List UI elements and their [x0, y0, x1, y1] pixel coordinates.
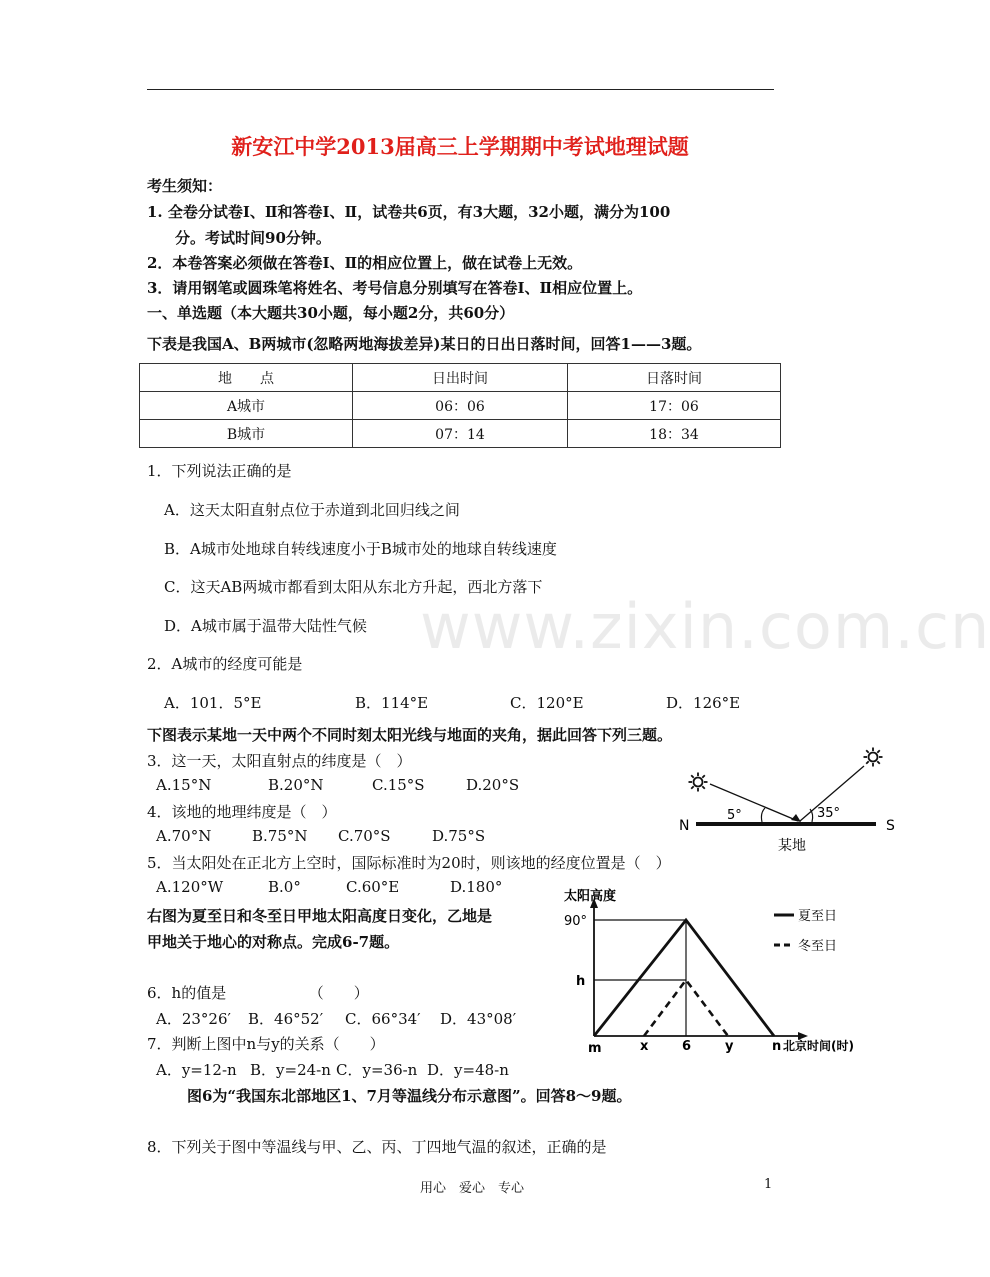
table-cell: 18：34	[568, 420, 781, 448]
notice-3: 3．请用钢笔或圆珠笔将姓名、考号信息分别填写在答卷Ⅰ、Ⅱ相应位置上。	[147, 279, 643, 297]
legend-summer-label: 夏至日	[798, 909, 838, 924]
table-cell: 07：14	[353, 420, 568, 448]
q3-option-b: B.20°N	[268, 776, 324, 794]
intro-q3-5: 下图表示某地一天中两个不同时刻太阳光线与地面的夹角，据此回答下列三题。	[147, 726, 673, 744]
q7-option-d: D．y=48-n	[427, 1061, 509, 1079]
table-row	[140, 392, 781, 420]
exam-title: 新安江中学2013届高三上学期期中考试地理试题	[231, 134, 689, 159]
x-label-6: 6	[682, 1039, 692, 1054]
q3-option-c: C.15°S	[372, 776, 425, 794]
y-axis-label: 太阳高度	[564, 889, 617, 904]
q3-option-a: A.15°N	[156, 776, 212, 794]
table-header: 日出时间	[353, 364, 568, 392]
left-angle-label: 5°	[727, 808, 742, 823]
q4-option-a: A.70°N	[156, 827, 212, 845]
solar-altitude-chart	[556, 884, 886, 1060]
intro-q8-9: 图6为“我国东北部地区1、7月等温线分布示意图”。回答8～9题。	[187, 1087, 632, 1105]
x-label-x: x	[640, 1039, 649, 1054]
q7-option-a: A．y=12-n	[156, 1061, 237, 1079]
q3-option-d: D.20°S	[466, 776, 520, 794]
q3-stem: 3．这一天，太阳直射点的纬度是（ ）	[147, 752, 412, 770]
place-label: 某地	[778, 838, 806, 854]
q1-option-a: A．这天太阳直射点位于赤道到北回归线之间	[164, 501, 460, 519]
y-tick-90: 90°	[564, 914, 588, 929]
footer-center: 用心 爱心 专心	[420, 1181, 525, 1196]
table-cell: 06：06	[353, 392, 568, 420]
q5-stem: 5．当太阳处在正北方上空时，国际标准时为20时，则该地的经度位置是（ ）	[147, 854, 671, 872]
table-header: 地 点	[140, 364, 353, 392]
q4-stem: 4．该地的地理纬度是（ ）	[147, 803, 337, 821]
page-number: 1	[764, 1177, 773, 1192]
table-row	[140, 420, 781, 448]
sun-ray-left	[710, 784, 798, 821]
north-label: N	[679, 818, 690, 834]
x-axis-label: 北京时间(时)	[783, 1039, 854, 1053]
sun-icon	[864, 748, 883, 767]
intro-q6-7-line1: 右图为夏至日和冬至日甲地太阳高度日变化，乙地是	[147, 907, 493, 925]
table-cell: 17：06	[568, 392, 781, 420]
q4-option-c: C.70°S	[338, 827, 391, 845]
y-tick-h: h	[576, 974, 586, 989]
q6-stem: 6．h的值是 （ ）	[147, 984, 369, 1002]
section-heading: 一、单选题（本大题共30小题，每小题2分，共60分）	[147, 304, 515, 322]
q7-stem: 7．判断上图中n与y的关系（ ）	[147, 1035, 385, 1053]
q6-option-d: D．43°08′	[440, 1010, 517, 1028]
q2-option-d: D．126°E	[666, 694, 741, 712]
notice-2: 2．本卷答案必须做在答卷Ⅰ、Ⅱ的相应位置上，做在试卷上无效。	[147, 254, 583, 272]
south-label: S	[886, 818, 895, 834]
q5-option-b: B.0°	[268, 878, 301, 896]
notice-1: 1. 全卷分试卷Ⅰ、Ⅱ和答卷Ⅰ、Ⅱ，试卷共6页，有3大题，32小题，满分为100	[147, 203, 671, 221]
watermark: www.zixin.com.cn	[420, 590, 990, 663]
q1-option-c: C．这天AB两城市都看到太阳从东北方升起，西北方落下	[164, 578, 543, 596]
q6-option-b: B．46°52′	[248, 1010, 324, 1028]
legend-winter-label: 冬至日	[798, 939, 838, 954]
x-label-y: y	[725, 1039, 734, 1054]
table-header-row	[140, 364, 781, 392]
q5-option-d: D.180°	[450, 878, 503, 896]
sun-icon	[689, 773, 708, 792]
q2-option-c: C．120°E	[510, 694, 584, 712]
summer-solstice-line	[594, 920, 774, 1036]
q4-option-d: D.75°S	[432, 827, 486, 845]
angle-arc-left	[761, 808, 765, 822]
x-label-m: m	[588, 1041, 602, 1056]
q2-option-a: A．101．5°E	[164, 694, 262, 712]
header-rule	[147, 89, 774, 90]
intro-q1-3: 下表是我国A、B两城市(忽略两地海拔差异)某日的日出日落时间，回答1——3题。	[147, 335, 702, 353]
q7-option-b: B．y=24-n	[250, 1061, 331, 1079]
q1-stem: 1．下列说法正确的是	[147, 462, 292, 480]
q4-option-b: B.75°N	[252, 827, 308, 845]
q6-option-c: C．66°34′	[345, 1010, 421, 1028]
notice-1-cont: 分。考试时间90分钟。	[175, 229, 331, 247]
q5-option-c: C.60°E	[346, 878, 400, 896]
q1-option-b: B．A城市处地球自转线速度小于B城市处的地球自转线速度	[164, 540, 557, 558]
q6-option-a: A．23°26′	[156, 1010, 231, 1028]
q2-option-b: B．114°E	[355, 694, 429, 712]
q7-option-c: C．y=36-n	[336, 1061, 418, 1079]
q8-stem: 8．下列关于图中等温线与甲、乙、丙、丁四地气温的叙述，正确的是	[147, 1138, 607, 1156]
x-label-n: n	[772, 1039, 782, 1054]
q5-option-a: A.120°W	[156, 878, 224, 896]
right-angle-label: 35°	[817, 806, 841, 821]
table-header: 日落时间	[568, 364, 781, 392]
intro-q6-7-line2: 甲地关于地心的对称点。完成6-7题。	[147, 933, 400, 951]
notice-heading: 考生须知：	[147, 177, 223, 195]
sun-angle-figure	[670, 742, 910, 860]
sunrise-table	[139, 363, 781, 448]
q1-option-d: D．A城市属于温带大陆性气候	[164, 617, 367, 635]
table-cell: B城市	[140, 420, 353, 448]
q2-stem: 2．A城市的经度可能是	[147, 655, 303, 673]
table-cell: A城市	[140, 392, 353, 420]
